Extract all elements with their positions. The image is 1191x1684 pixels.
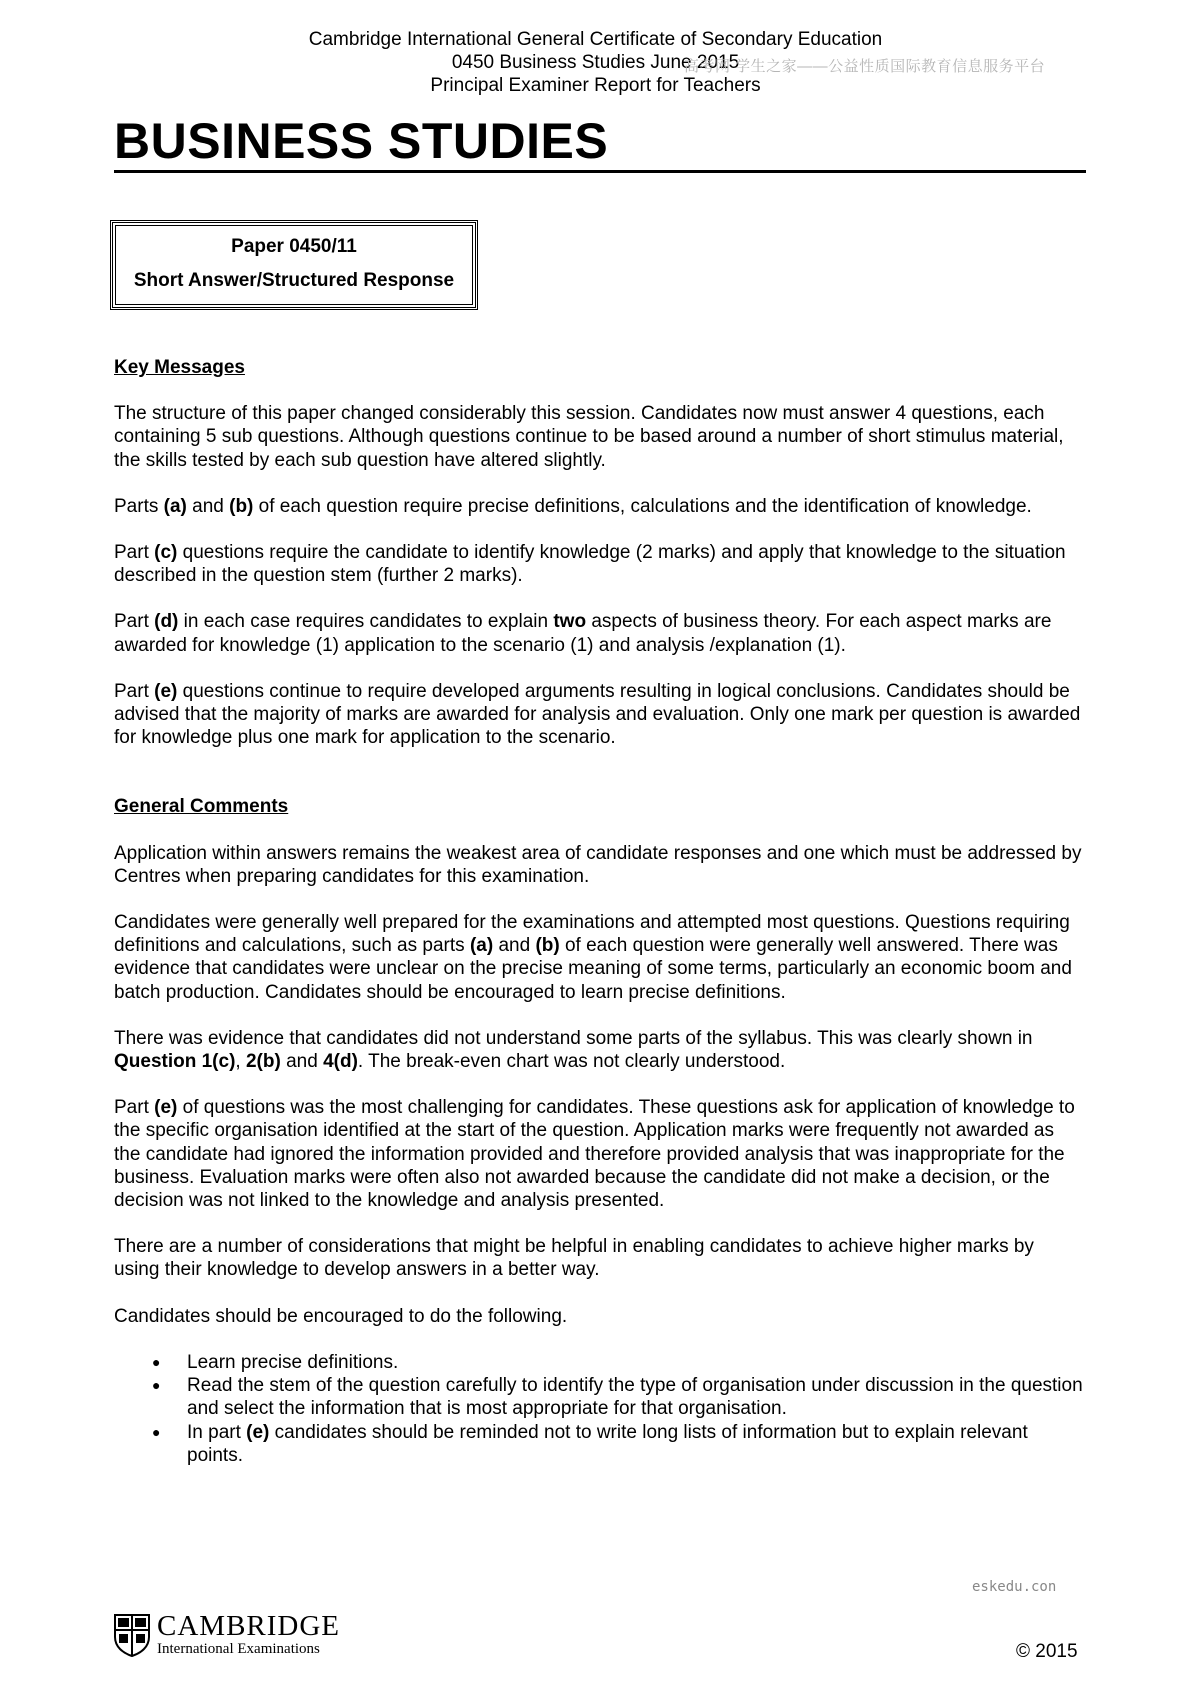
shield-icon: [113, 1613, 151, 1657]
cambridge-logo: [113, 1612, 340, 1658]
paper-info-box: [110, 220, 478, 310]
title-underline: [114, 170, 1086, 173]
recommendations-list: [114, 1351, 1084, 1467]
copyright-text: © 2015: [1016, 1641, 1078, 1662]
header-line-2: 0450 Business Studies June 2015: [451, 52, 740, 73]
logo-name: CAMBRIDGE: [157, 1610, 341, 1642]
list-item: ● In part (e) candidates should be reminded not to write long lists of information but to explain relevant points.: [152, 1421, 1028, 1466]
paper-code: Paper 0450/11: [231, 236, 357, 257]
footer-site-text: eskedu.con: [972, 1579, 1057, 1595]
report-body: [114, 356, 1084, 1467]
key-messages-paragraph-2: Parts (a) and (b) of each question require precise definitions, calculations and the identification of knowledge.: [114, 495, 1032, 517]
key-messages-paragraph-1: The structure of this paper changed considerably this session. Candidates now must answer 4 questions, each containing 5 sub questions. Although questions continue to be based around a number of short stimulus material, the skills tested by each sub question have altered slightly.: [114, 403, 1064, 471]
general-comments-heading: General Comments: [114, 796, 289, 818]
header-line-1: Cambridge International General Certificate of Secondary Education: [308, 29, 883, 50]
general-comments-paragraph-4: Part (e) of questions was the most challenging for candidates. These questions ask for application of knowledge to the specific organisation identified at the start of the question. Application marks were frequently not awarded as the candidate had ignored the information provided and therefore provided analysis that was inappropriate for the business. Evaluation marks were often also not awarded because the candidate did not make a decision, or the decision was not linked to the knowledge and analysis presented.: [114, 1097, 1075, 1212]
general-comments-paragraph-5: There are a number of considerations that might be helpful in enabling candidates to achieve higher marks by using their knowledge to develop answers in a better way.: [114, 1236, 1034, 1281]
key-messages-paragraph-5: Part (e) questions continue to require developed arguments resulting in logical conclusions. Candidates should be advised that the majority of marks are awarded for analysis and evaluation. Only one mark per question is awarded for knowledge plus one mark for application to the scenario.: [114, 680, 1081, 749]
key-messages-heading: Key Messages: [114, 357, 245, 378]
header-line-3: Principal Examiner Report for Teachers: [430, 75, 761, 96]
general-comments-paragraph-3: There was evidence that candidates did not understand some parts of the syllabus. This was clearly shown in Question 1(c), 2(b) and 4(d). The break-even chart was not clearly understood.: [114, 1027, 1033, 1073]
key-messages-paragraph-3: Part (c) questions require the candidate to identify knowledge (2 marks) and apply that knowledge to the situation described in the question stem (further 2 marks).: [114, 542, 1066, 587]
bullet-icon: ●: [152, 1353, 161, 1370]
bullet-icon: ●: [152, 1423, 161, 1440]
general-comments-paragraph-6: Candidates should be encouraged to do the following.: [114, 1305, 568, 1327]
list-item: ● Learn precise definitions.: [152, 1351, 399, 1373]
general-comments-paragraph-1: Application within answers remains the weakest area of candidate responses and one which must be addressed by Centres when preparing candidates for this examination.: [114, 842, 1082, 887]
key-messages-paragraph-4: Part (d) in each case requires candidates to explain two aspects of business theory. For each aspect marks are awarded for knowledge (1) application to the scenario (1) and analysis /explanation (1).: [114, 611, 1052, 656]
logo-subtitle: International Examinations: [157, 1641, 320, 1657]
page-title: BUSINESS STUDIES: [114, 113, 609, 169]
paper-type: Short Answer/Structured Response: [133, 270, 455, 291]
general-comments-paragraph-2: Candidates were generally well prepared for the examinations and attempted most questions. Questions requiring definitions and calculations, such as parts (a) and (b) of each question were generally well answered. There was evidence that candidates were unclear on the precise meaning of some terms, particularly an economic boom and batch production. Candidates should be encouraged to learn precise definitions.: [114, 912, 1072, 1003]
bullet-icon: ●: [152, 1377, 161, 1394]
list-item: ● Read the stem of the question carefully to identify the type of organisation under discussion in the question and select the information that is most appropriate for that organisation.: [152, 1375, 1083, 1420]
watermark-text: 高考网 学生之家——公益性质国际教育信息服务平台: [684, 58, 1046, 75]
